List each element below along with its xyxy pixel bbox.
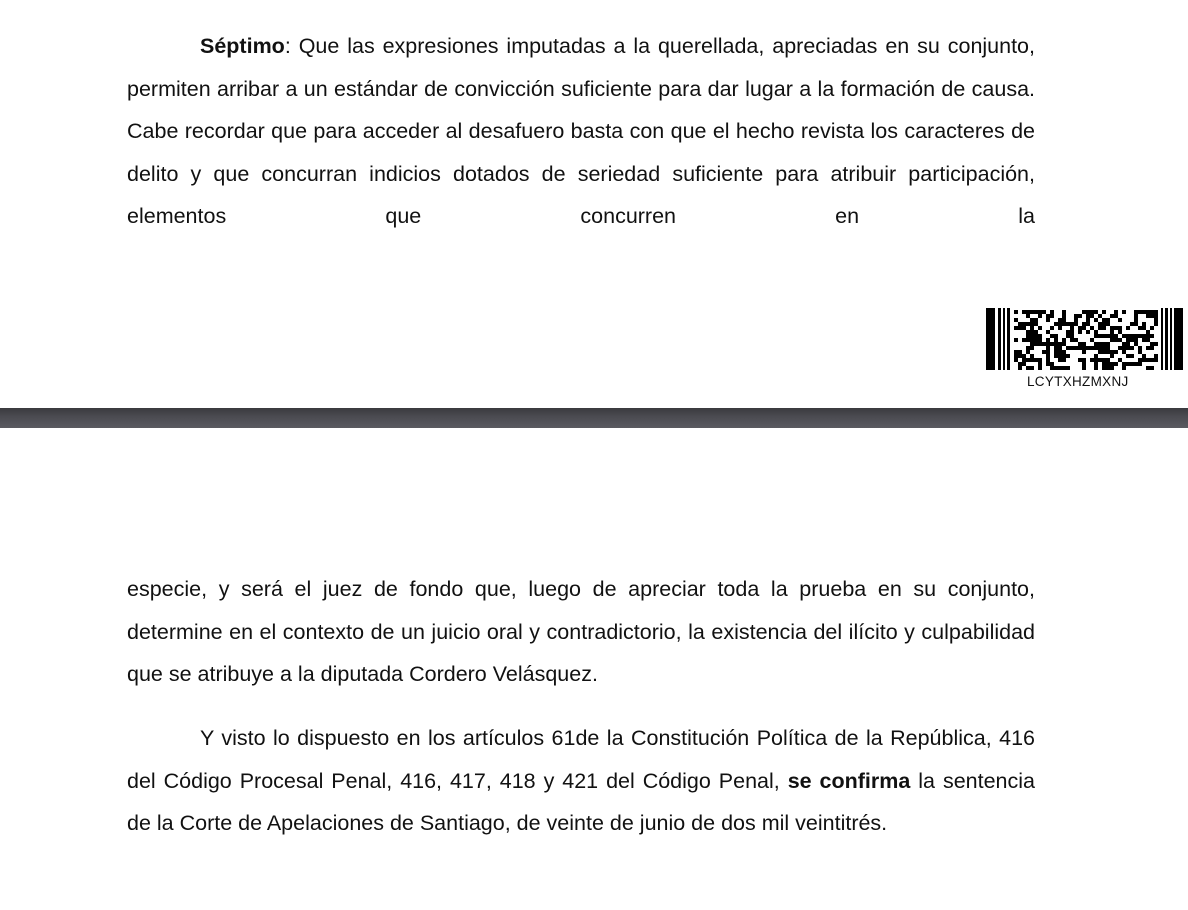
barcode-module <box>1058 318 1062 322</box>
barcode-module <box>1142 334 1146 338</box>
barcode-module <box>1114 314 1118 318</box>
barcode-module <box>1026 334 1030 338</box>
barcode-module <box>1146 346 1150 350</box>
barcode-code: LCYTXHZMXNJ <box>1027 374 1129 389</box>
barcode-module <box>1102 342 1106 346</box>
barcode-module <box>1126 334 1130 338</box>
barcode-module <box>1046 314 1050 318</box>
barcode-module <box>1038 334 1042 338</box>
barcode-module <box>1114 338 1118 342</box>
barcode-image <box>986 308 1186 372</box>
barcode-module <box>1014 354 1018 358</box>
barcode-module <box>1086 322 1090 326</box>
barcode-module <box>1138 346 1142 350</box>
barcode-module <box>1102 326 1106 330</box>
barcode-module <box>1102 362 1106 366</box>
barcode-module <box>1026 314 1030 318</box>
barcode-module <box>1122 366 1126 370</box>
barcode-module <box>1030 366 1034 370</box>
barcode-module <box>1126 346 1130 350</box>
barcode-module <box>1138 326 1142 330</box>
barcode-module <box>1050 310 1054 314</box>
barcode-module <box>1014 326 1018 330</box>
barcode-module <box>1098 346 1102 350</box>
document-page-top <box>0 0 1188 408</box>
barcode-module <box>1018 322 1022 326</box>
barcode-module <box>1054 354 1058 358</box>
barcode-module <box>1038 314 1042 318</box>
barcode-module <box>1154 358 1158 362</box>
barcode-module <box>1122 350 1126 354</box>
barcode-module <box>1082 366 1086 370</box>
barcode-module <box>1118 326 1122 330</box>
barcode-module <box>1038 358 1042 362</box>
barcode-module <box>1150 314 1154 318</box>
barcode-module <box>1022 362 1026 366</box>
barcode-module <box>1146 334 1150 338</box>
barcode-module <box>1038 326 1042 330</box>
barcode-module <box>1062 354 1066 358</box>
barcode-module <box>1050 326 1054 330</box>
barcode-module <box>1122 342 1126 346</box>
barcode-module <box>1150 326 1154 330</box>
barcode-module <box>1114 362 1118 366</box>
barcode-module <box>1094 362 1098 366</box>
barcode-module <box>1034 330 1038 334</box>
barcode-module <box>1130 322 1134 326</box>
barcode-module <box>1026 366 1030 370</box>
barcode-module <box>1022 326 1026 330</box>
barcode-module <box>1102 334 1106 338</box>
barcode-module <box>1154 310 1158 314</box>
barcode-module <box>1038 362 1042 366</box>
barcode-module <box>1074 322 1078 326</box>
barcode-module <box>1114 334 1118 338</box>
barcode-module <box>1054 366 1058 370</box>
barcode-module <box>1030 338 1034 342</box>
barcode <box>986 308 1186 394</box>
barcode-module <box>1082 346 1086 350</box>
barcode-module <box>1054 334 1058 338</box>
barcode-module <box>1118 358 1122 362</box>
barcode-module <box>1110 338 1114 342</box>
barcode-module <box>1046 362 1050 366</box>
barcode-module <box>1034 358 1038 362</box>
barcode-module <box>1030 358 1034 362</box>
barcode-module <box>1046 358 1050 362</box>
barcode-module <box>1090 346 1094 350</box>
barcode-module <box>1146 358 1150 362</box>
barcode-module <box>1038 338 1042 342</box>
barcode-module <box>1038 342 1042 346</box>
barcode-module <box>1086 314 1090 318</box>
barcode-module <box>1138 358 1142 362</box>
barcode-module <box>1050 342 1054 346</box>
barcode-module <box>1126 354 1130 358</box>
barcode-module <box>1062 342 1066 346</box>
barcode-module <box>1142 326 1146 330</box>
barcode-module <box>1118 318 1122 322</box>
barcode-module <box>1122 346 1126 350</box>
barcode-module <box>1018 362 1022 366</box>
barcode-module <box>1030 346 1034 350</box>
barcode-module <box>1110 362 1114 366</box>
barcode-module <box>1014 358 1018 362</box>
barcode-module <box>1082 350 1086 354</box>
barcode-module <box>1130 362 1134 366</box>
barcode-module <box>1022 310 1026 314</box>
barcode-module <box>1082 358 1086 362</box>
barcode-module <box>1138 334 1142 338</box>
barcode-module <box>1106 346 1110 350</box>
barcode-module <box>1094 334 1098 338</box>
barcode-module <box>1126 342 1130 346</box>
barcode-module <box>1102 366 1106 370</box>
barcode-module <box>1130 334 1134 338</box>
barcode-module <box>1046 354 1050 358</box>
barcode-module <box>1046 346 1050 350</box>
barcode-module <box>1102 318 1106 322</box>
barcode-module <box>1138 362 1142 366</box>
barcode-module <box>1026 358 1030 362</box>
barcode-module <box>1082 362 1086 366</box>
paragraph-septimo <box>127 25 1035 238</box>
barcode-module <box>1138 350 1142 354</box>
barcode-module <box>1142 322 1146 326</box>
barcode-module <box>1070 338 1074 342</box>
barcode-module <box>1050 362 1054 366</box>
barcode-module <box>1070 330 1074 334</box>
barcode-module <box>1110 314 1114 318</box>
barcode-module <box>1014 350 1018 354</box>
barcode-module <box>1090 314 1094 318</box>
septimo-text: : Que las expresiones imputadas a la querellada, apreciadas en su conjunto, permiten arribar a un estándar de convicción suficiente para dar lugar a la formación de causa. Cabe recordar que para acceder al desafuero basta con que el hecho revista los caracteres de delito y que concurran indicios dotados de seriedad suficiente para atribuir participación, elementos que concurren en la <box>127 34 1035 228</box>
barcode-module <box>1122 362 1126 366</box>
paragraph-resolution <box>127 717 1035 845</box>
barcode-module <box>1094 342 1098 346</box>
barcode-module <box>1146 366 1150 370</box>
barcode-module <box>1066 330 1070 334</box>
barcode-module <box>1066 322 1070 326</box>
barcode-module <box>1034 310 1038 314</box>
barcode-module <box>1106 350 1110 354</box>
barcode-module <box>1078 314 1082 318</box>
barcode-module <box>1094 358 1098 362</box>
barcode-module <box>1030 318 1034 322</box>
barcode-module <box>1034 338 1038 342</box>
barcode-module <box>1098 342 1102 346</box>
barcode-module <box>1090 310 1094 314</box>
barcode-module <box>1098 334 1102 338</box>
barcode-module <box>1134 314 1138 318</box>
barcode-module <box>1134 362 1138 366</box>
barcode-module <box>1134 310 1138 314</box>
barcode-module <box>1106 322 1110 326</box>
barcode-module <box>1062 350 1066 354</box>
barcode-module <box>1050 366 1054 370</box>
barcode-module <box>1014 338 1018 342</box>
resolution-text-before: Y visto lo dispuesto en los artículos 61de la Constitución Política de la República, 416 del Código Procesal Penal, 416, 417, 418 y 421 del Código Penal, <box>127 726 1035 793</box>
barcode-module <box>1150 334 1154 338</box>
barcode-module <box>1130 354 1134 358</box>
barcode-module <box>1014 318 1018 322</box>
barcode-module <box>1062 322 1066 326</box>
barcode-module <box>1098 350 1102 354</box>
barcode-module <box>1082 322 1086 326</box>
barcode-module <box>1058 322 1062 326</box>
barcode-module <box>1018 366 1022 370</box>
barcode-module <box>1106 342 1110 346</box>
barcode-module <box>1054 338 1058 342</box>
barcode-module <box>1018 350 1022 354</box>
barcode-module <box>1022 358 1026 362</box>
barcode-module <box>1042 342 1046 346</box>
barcode-module <box>1078 346 1082 350</box>
barcode-module <box>1074 314 1078 318</box>
barcode-module <box>1142 338 1146 342</box>
barcode-module <box>1114 326 1118 330</box>
barcode-module <box>1062 358 1066 362</box>
barcode-module <box>1058 354 1062 358</box>
resolution-text-after: la sentencia de la Corte de Apelaciones de Santiago, de veinte de junio de dos mil veintitrés. <box>127 768 1035 835</box>
barcode-module <box>1038 366 1042 370</box>
barcode-module <box>1150 346 1154 350</box>
barcode-module <box>1078 330 1082 334</box>
barcode-module <box>1150 310 1154 314</box>
barcode-module <box>1086 318 1090 322</box>
barcode-module <box>1022 322 1026 326</box>
barcode-module <box>1082 326 1086 330</box>
barcode-module <box>1086 330 1090 334</box>
barcode-module <box>1134 322 1138 326</box>
barcode-module <box>1150 342 1154 346</box>
barcode-module <box>1030 342 1034 346</box>
barcode-module <box>1106 318 1110 322</box>
septimo-label: Séptimo <box>200 34 285 58</box>
barcode-module <box>1070 322 1074 326</box>
barcode-module <box>1098 314 1102 318</box>
barcode-module <box>1098 358 1102 362</box>
barcode-module <box>1086 310 1090 314</box>
barcode-module <box>1026 338 1030 342</box>
barcode-module <box>1110 326 1114 330</box>
barcode-module <box>1070 346 1074 350</box>
barcode-module <box>1034 318 1038 322</box>
barcode-module <box>1146 330 1150 334</box>
barcode-module <box>1126 338 1130 342</box>
barcode-module <box>1022 354 1026 358</box>
barcode-module <box>1142 358 1146 362</box>
barcode-module <box>1118 338 1122 342</box>
barcode-module <box>1046 350 1050 354</box>
barcode-module <box>1106 334 1110 338</box>
barcode-module <box>1102 350 1106 354</box>
barcode-module <box>1042 350 1046 354</box>
barcode-module <box>1154 342 1158 346</box>
barcode-module <box>1114 350 1118 354</box>
barcode-module <box>1078 342 1082 346</box>
barcode-module <box>1066 366 1070 370</box>
barcode-module <box>1014 310 1018 314</box>
barcode-module <box>1150 366 1154 370</box>
barcode-module <box>1026 346 1030 350</box>
barcode-module <box>1150 358 1154 362</box>
barcode-module <box>1094 366 1098 370</box>
barcode-module <box>1146 314 1150 318</box>
barcode-module <box>1142 354 1146 358</box>
barcode-module <box>1094 354 1098 358</box>
barcode-module <box>1114 310 1118 314</box>
barcode-module <box>1126 326 1130 330</box>
barcode-module <box>1094 330 1098 334</box>
barcode-module <box>1046 342 1050 346</box>
barcode-module <box>1062 318 1066 322</box>
barcode-module <box>1022 338 1026 342</box>
barcode-module <box>1062 366 1066 370</box>
barcode-module <box>1066 346 1070 350</box>
barcode-module <box>1074 338 1078 342</box>
barcode-module <box>1078 358 1082 362</box>
barcode-module <box>1102 322 1106 326</box>
barcode-module <box>1026 322 1030 326</box>
barcode-module <box>1018 326 1022 330</box>
barcode-module <box>1102 346 1106 350</box>
barcode-module <box>1138 310 1142 314</box>
barcode-module <box>1134 338 1138 342</box>
barcode-module <box>1122 334 1126 338</box>
barcode-module <box>1090 326 1094 330</box>
barcode-module <box>1062 310 1066 314</box>
barcode-module <box>1094 346 1098 350</box>
barcode-module <box>1030 322 1034 326</box>
barcode-module <box>1086 346 1090 350</box>
barcode-module <box>1142 310 1146 314</box>
barcode-module <box>1118 330 1122 334</box>
barcode-module <box>1110 334 1114 338</box>
barcode-module <box>1058 342 1062 346</box>
barcode-module <box>1098 326 1102 330</box>
barcode-module <box>1154 314 1158 318</box>
barcode-module <box>1030 310 1034 314</box>
barcode-module <box>1106 362 1110 366</box>
barcode-module <box>1082 342 1086 346</box>
barcode-module <box>1050 314 1054 318</box>
barcode-module <box>1030 334 1034 338</box>
barcode-module <box>1058 350 1062 354</box>
barcode-module <box>1118 346 1122 350</box>
barcode-module <box>1062 314 1066 318</box>
barcode-module <box>1130 338 1134 342</box>
barcode-module <box>1054 342 1058 346</box>
barcode-module <box>1070 326 1074 330</box>
barcode-module <box>1110 350 1114 354</box>
barcode-module <box>1062 338 1066 342</box>
barcode-module <box>1030 354 1034 358</box>
barcode-module <box>1030 330 1034 334</box>
barcode-module <box>1078 326 1082 330</box>
barcode-module <box>1074 318 1078 322</box>
barcode-module <box>1018 354 1022 358</box>
barcode-module <box>1110 354 1114 358</box>
barcode-module <box>1146 310 1150 314</box>
barcode-module <box>1134 334 1138 338</box>
barcode-module <box>1134 318 1138 322</box>
barcode-module <box>1066 354 1070 358</box>
page-separator <box>0 408 1188 428</box>
barcode-module <box>1046 330 1050 334</box>
barcode-module <box>1034 342 1038 346</box>
barcode-module <box>1110 330 1114 334</box>
barcode-module <box>1094 318 1098 322</box>
barcode-module <box>1054 322 1058 326</box>
barcode-module <box>1094 310 1098 314</box>
paragraph-continuation: especie, y será el juez de fondo que, luego de apreciar toda la prueba en su conjunto, determine en el contexto de un juicio oral y contradictorio, la existencia del ilícito y culpabilidad que se atribuye a la diputada Cordero Velásquez. <box>127 577 1035 686</box>
barcode-module <box>1154 322 1158 326</box>
barcode-module <box>1082 310 1086 314</box>
barcode-module <box>1110 366 1114 370</box>
barcode-module <box>1122 310 1126 314</box>
barcode-module <box>1038 310 1042 314</box>
barcode-module <box>1058 326 1062 330</box>
barcode-module <box>1034 334 1038 338</box>
barcode-module <box>1134 342 1138 346</box>
barcode-module <box>1058 358 1062 362</box>
barcode-module <box>1098 322 1102 326</box>
barcode-module <box>1058 346 1062 350</box>
barcode-module <box>1046 338 1050 342</box>
barcode-module <box>1106 366 1110 370</box>
barcode-module <box>1102 310 1106 314</box>
barcode-module <box>1154 354 1158 358</box>
barcode-module <box>1090 338 1094 342</box>
barcode-module <box>1026 350 1030 354</box>
barcode-module <box>1126 362 1130 366</box>
barcode-module <box>1106 358 1110 362</box>
barcode-module <box>1090 358 1094 362</box>
barcode-module <box>1042 310 1046 314</box>
barcode-module <box>1026 310 1030 314</box>
barcode-module <box>1030 326 1034 330</box>
barcode-module <box>1102 358 1106 362</box>
barcode-module <box>1046 318 1050 322</box>
barcode-module <box>1146 338 1150 342</box>
barcode-module <box>1054 346 1058 350</box>
barcode-module <box>1066 334 1070 338</box>
barcode-module <box>1034 322 1038 326</box>
barcode-module <box>1130 346 1134 350</box>
barcode-module <box>1154 318 1158 322</box>
resolution-bold-phrase: se confirma <box>787 768 911 793</box>
barcode-module <box>1050 334 1054 338</box>
barcode-module <box>1058 366 1062 370</box>
barcode-module <box>1070 334 1074 338</box>
barcode-module <box>1026 330 1030 334</box>
barcode-module <box>1074 346 1078 350</box>
barcode-module <box>1054 350 1058 354</box>
